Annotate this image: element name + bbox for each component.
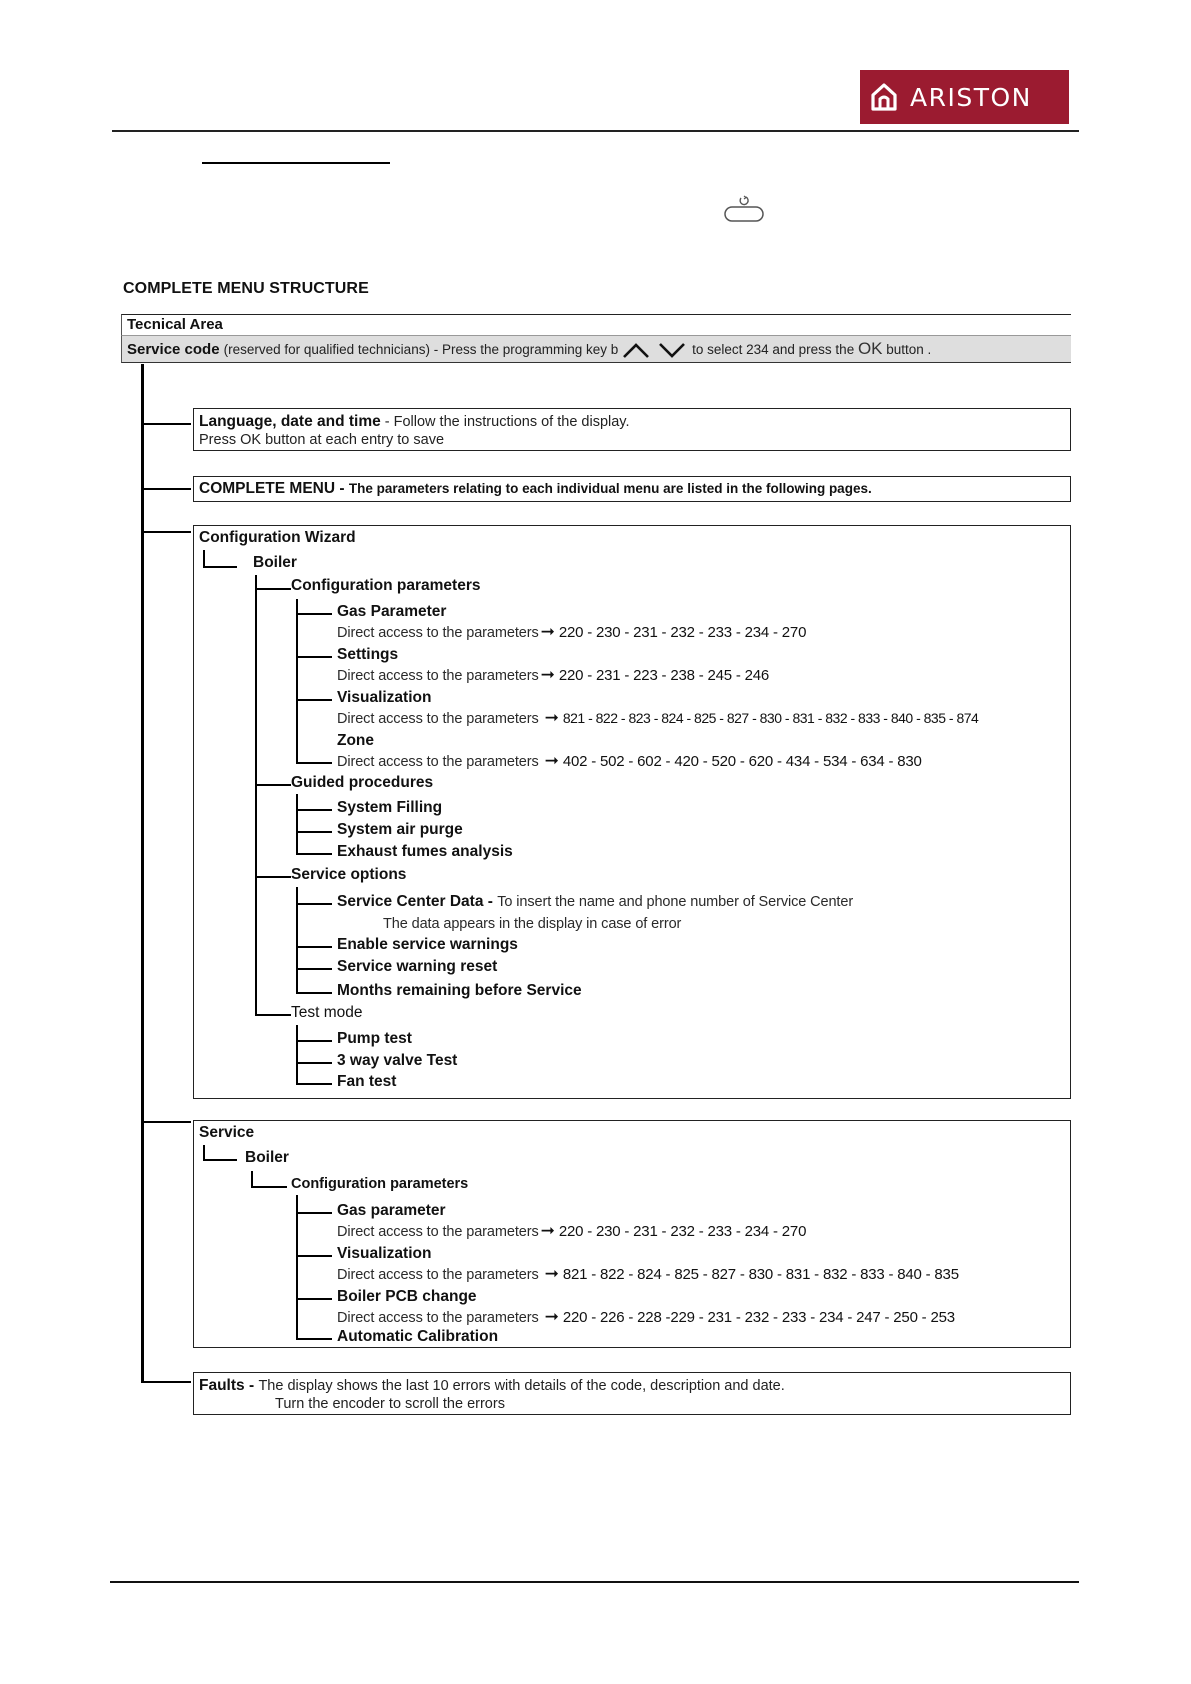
tree-line	[296, 1040, 332, 1042]
boiler-pcb-change-label: Boiler PCB change	[337, 1288, 477, 1305]
house-icon	[870, 82, 898, 112]
service-config-params: Configuration parameters	[291, 1176, 469, 1192]
tree-line	[251, 1186, 287, 1188]
wizard-config-params: Configuration parameters	[291, 577, 481, 594]
arrow-right-icon: ➞	[540, 665, 555, 684]
guided-procedures-title: Guided procedures	[291, 774, 434, 791]
technical-area-title: Tecnical Area	[121, 314, 1071, 336]
faults-line1: The display shows the last 10 errors with details of the code, description and date.	[258, 1378, 785, 1394]
fan-test: Fan test	[337, 1073, 397, 1090]
tree-line	[203, 566, 237, 568]
boiler-pcb-change-codes-row: Direct access to the parameters ➞ 220 - 226 - 228 -229 - 231 - 232 - 233 - 234 - 247 - 250 - 253	[337, 1307, 955, 1326]
service-warning-reset: Service warning reset	[337, 958, 498, 975]
config-wizard-title: Configuration Wizard	[199, 529, 356, 546]
tree-line	[203, 550, 205, 567]
tree-line	[296, 903, 332, 905]
ariston-logo	[860, 70, 1069, 124]
tree-line	[255, 876, 291, 878]
tree-line	[296, 992, 332, 994]
service-center-data-desc: To insert the name and phone number of Service Center	[497, 894, 854, 910]
three-way-valve-test: 3 way valve Test	[337, 1052, 458, 1069]
tree-line	[296, 809, 332, 811]
service-boiler: Boiler	[245, 1149, 289, 1166]
arrow-right-icon: ➞	[544, 1307, 559, 1326]
tree-line	[296, 1255, 332, 1257]
language-line1: Follow the instructions of the display.	[393, 414, 630, 430]
arrow-right-icon: ➞	[540, 1221, 555, 1240]
tree-line	[296, 699, 332, 701]
tree-line	[203, 1159, 237, 1161]
configuration-wizard-box	[193, 525, 1071, 1099]
header-divider	[112, 130, 1079, 132]
system-air-purge: System air purge	[337, 821, 463, 838]
tree-line	[296, 656, 332, 658]
service-center-data-label: Service Center Data	[337, 893, 484, 910]
tree-line	[203, 1145, 205, 1160]
service-visualization-label: Visualization	[337, 1245, 432, 1262]
pump-test: Pump test	[337, 1030, 412, 1047]
language-date-time-box: Language, date and time - Follow the instructions of the display. Press OK button at each entry to save	[193, 408, 1071, 451]
branch-config-wizard	[141, 531, 191, 533]
tree-line	[296, 1298, 332, 1300]
chevron-down-icon	[656, 342, 688, 358]
tree-line	[296, 1062, 332, 1064]
ok-label: OK	[857, 339, 883, 358]
tree-line	[296, 1212, 332, 1214]
faults-box: Faults - The display shows the last 10 errors with details of the code, description and date. Turn the encoder to scroll the errors	[193, 1372, 1071, 1415]
brand-name: ARISTON	[910, 82, 1032, 112]
language-title: Language, date and time	[199, 413, 381, 430]
heading-underline	[202, 162, 390, 164]
tree-line	[296, 1195, 298, 1339]
visualization-label: Visualization	[337, 689, 432, 706]
tree-line	[296, 613, 332, 615]
service-gas-parameter-label: Gas parameter	[337, 1202, 446, 1219]
boiler-pcb-change-codes: 220 - 226 - 228 -229 - 231 - 232 - 233 - 234 - 247 - 250 - 253	[562, 1309, 955, 1326]
complete-menu-box: COMPLETE MENU - The parameters relating to each individual menu are listed in the following pages.	[193, 476, 1071, 502]
gas-parameter-codes-row: Direct access to the parameters ➞ 220 - 230 - 231 - 232 - 233 - 234 - 270	[337, 622, 807, 641]
tree-line	[296, 599, 298, 763]
service-gas-parameter-codes-row: Direct access to the parameters ➞ 220 - 230 - 231 - 232 - 233 - 234 - 270	[337, 1221, 807, 1240]
branch-complete-menu	[141, 488, 191, 490]
service-code-row	[121, 336, 1071, 363]
tree-trunk	[141, 364, 144, 1383]
automatic-calibration: Automatic Calibration	[337, 1328, 499, 1345]
enable-service-warnings: Enable service warnings	[337, 936, 518, 953]
technical-area-table	[121, 314, 1071, 363]
tree-line	[296, 1083, 332, 1085]
tree-line	[296, 762, 332, 764]
zone-codes-row: Direct access to the parameters ➞ 402 - 502 - 602 - 420 - 520 - 620 - 434 - 534 - 634 - 830	[337, 751, 922, 770]
service-code-instruction: - Press the programming key b	[429, 342, 623, 357]
service-visualization-codes: 821 - 822 - 824 - 825 - 827 - 830 - 831 - 832 - 833 - 840 - 835	[562, 1266, 959, 1283]
test-mode-title: Test mode	[291, 1004, 363, 1021]
arrow-right-icon: ➞	[540, 622, 555, 641]
settings-codes: 220 - 231 - 223 - 238 - 245 - 246	[558, 667, 770, 684]
language-line2: Press OK button at each entry to save	[199, 432, 445, 448]
zone-label: Zone	[337, 732, 375, 749]
service-code-instruction-3: button .	[882, 342, 932, 357]
branch-language	[141, 423, 191, 425]
tree-line	[255, 1014, 291, 1016]
tree-line	[296, 853, 332, 855]
arrow-right-icon: ➞	[544, 751, 559, 770]
tree-line	[296, 1338, 332, 1340]
branch-faults	[141, 1381, 191, 1383]
service-center-data-row: Service Center Data - To insert the name and phone number of Service Center	[337, 893, 854, 910]
visualization-codes-row: Direct access to the parameters ➞ 821 - 822 - 823 - 824 - 825 - 827 - 830 - 831 - 832 - 833 - 840 - 835 - 874	[337, 708, 979, 727]
tree-line	[255, 575, 257, 1015]
chevron-up-icon	[622, 342, 652, 358]
tree-line	[296, 946, 332, 948]
settings-codes-row: Direct access to the parameters ➞ 220 - 231 - 223 - 238 - 245 - 246	[337, 665, 770, 684]
tree-line	[296, 831, 332, 833]
tree-line	[296, 1025, 298, 1084]
footer-divider	[110, 1581, 1079, 1583]
tree-line	[251, 1171, 253, 1187]
service-code-note: (reserved for qualified technicians)	[223, 342, 430, 357]
wizard-boiler: Boiler	[253, 554, 297, 571]
zone-codes: 402 - 502 - 602 - 420 - 520 - 620 - 434 - 534 - 634 - 830	[562, 753, 922, 770]
settings-label: Settings	[337, 646, 399, 663]
tree-line	[296, 794, 298, 854]
service-code-instruction-2: to select 234 and press the	[692, 342, 858, 357]
exhaust-fumes-analysis: Exhaust fumes analysis	[337, 843, 513, 860]
arrow-right-icon: ➞	[544, 1264, 559, 1283]
section-title: COMPLETE MENU STRUCTURE	[123, 280, 369, 297]
tree-line	[255, 784, 291, 786]
gas-parameter-codes: 220 - 230 - 231 - 232 - 233 - 234 - 270	[558, 624, 807, 641]
service-options-title: Service options	[291, 866, 407, 883]
faults-title: Faults	[199, 1377, 245, 1394]
branch-service	[141, 1121, 191, 1123]
complete-menu-text: The parameters relating to each individual menu are listed in the following pages.	[348, 481, 872, 496]
tree-line	[255, 588, 291, 590]
system-filling: System Filling	[337, 799, 443, 816]
gas-parameter-label: Gas Parameter	[337, 603, 447, 620]
encoder-knob-icon	[722, 192, 766, 224]
service-center-data-desc2: The data appears in the display in case of error	[383, 916, 682, 932]
service-title: Service	[199, 1124, 255, 1141]
service-visualization-codes-row: Direct access to the parameters ➞ 821 - 822 - 824 - 825 - 827 - 830 - 831 - 832 - 833 - 840 - 835	[337, 1264, 959, 1283]
service-code-label: Service code	[127, 341, 220, 358]
tree-line	[296, 968, 332, 970]
service-gas-parameter-codes: 220 - 230 - 231 - 232 - 233 - 234 - 270	[558, 1223, 807, 1240]
faults-line2: Turn the encoder to scroll the errors	[275, 1396, 505, 1412]
complete-menu-title: COMPLETE MENU	[199, 480, 336, 497]
service-box	[193, 1120, 1071, 1348]
visualization-codes: 821 - 822 - 823 - 824 - 825 - 827 - 830 - 831 - 832 - 833 - 840 - 835 - 874	[562, 710, 979, 726]
arrow-right-icon: ➞	[544, 708, 559, 727]
months-remaining-before-service: Months remaining before Service	[337, 982, 582, 999]
